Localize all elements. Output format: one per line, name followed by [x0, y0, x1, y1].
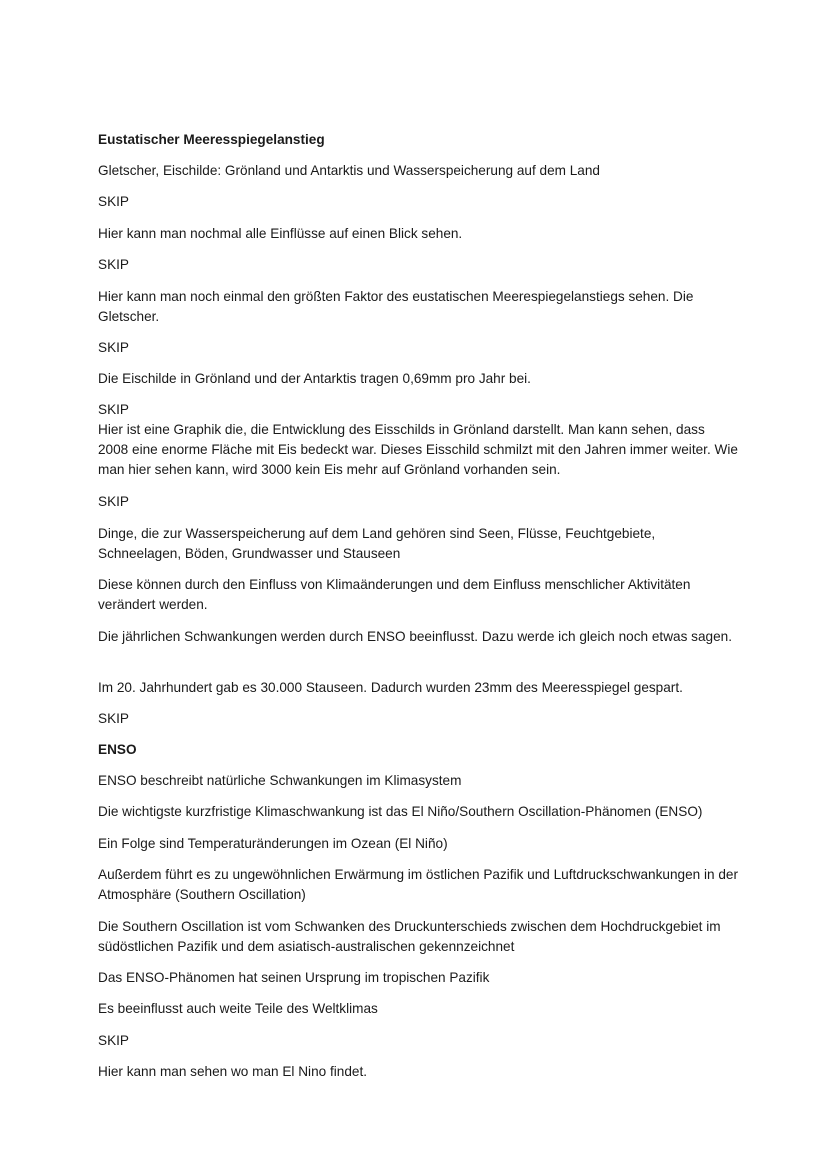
paragraph-eischilde: Die Eischilde in Grönland und der Antarktis tragen 0,69mm pro Jahr bei. [98, 371, 531, 386]
paragraph-wasserspeicherung: Dinge, die zur Wasserspeicherung auf dem Land gehören sind Seen, Flüsse, Feuchtgebiete, Schneelagen, Böden, Grundwasser und Stauseen [98, 526, 656, 561]
heading-enso: ENSO [98, 742, 137, 757]
paragraph-groesster-faktor: Hier kann man noch einmal den größten Faktor des eustatischen Meerespiegelanstiegs sehen. Die Gletscher. [98, 289, 694, 324]
skip-marker: SKIP [98, 257, 129, 272]
skip-marker: SKIP [98, 340, 129, 355]
paragraph-enso-schwankungen: Die jährlichen Schwankungen werden durch ENSO beeinflusst. Dazu werde ich gleich noch etwas sagen. [98, 629, 732, 644]
skip-marker: SKIP [98, 1033, 129, 1048]
paragraph-stauseen: Im 20. Jahrhundert gab es 30.000 Stauseen. Dadurch wurden 23mm des Meeresspiegel gespart. [98, 680, 683, 695]
paragraph-el-nino-phaenomen: Die wichtigste kurzfristige Klimaschwankung ist das El Niño/Southern Oscillation-Phänomen (ENSO) [98, 804, 703, 819]
skip-marker: SKIP [98, 402, 129, 417]
paragraph-enso-beschreibt: ENSO beschreibt natürliche Schwankungen im Klimasystem [98, 773, 462, 788]
paragraph-el-nino-finden: Hier kann man sehen wo man El Nino findet. [98, 1064, 367, 1079]
paragraph-klimaaenderungen: Diese können durch den Einfluss von Klimaänderungen und dem Einfluss menschlicher Aktivitäten verändert werden. [98, 577, 691, 612]
paragraph-gletscher: Gletscher, Eischilde: Grönland und Antarktis und Wasserspeicherung auf dem Land [98, 163, 600, 178]
paragraph-ursprung: Das ENSO-Phänomen hat seinen Ursprung im tropischen Pazifik [98, 970, 490, 985]
paragraph-weltklima: Es beeinflusst auch weite Teile des Weltklimas [98, 1001, 378, 1016]
skip-marker: SKIP [98, 494, 129, 509]
document-page [98, 0, 738, 1171]
paragraph-temperaturaenderungen: Ein Folge sind Temperaturänderungen im Ozean (El Niño) [98, 836, 448, 851]
skip-marker: SKIP [98, 194, 129, 209]
paragraph-graphik-groenland: Hier ist eine Graphik die, die Entwicklung des Eisschilds in Grönland darstellt. Man kann sehen, dass 2008 eine enorme Fläche mit Eis bedeckt war. Dieses Eisschild schmilzt mit den Jahren immer weiter. Wie man hier sehen kann, wird 3000 kein Eis mehr auf Grönland vorhanden sein. [98, 422, 738, 477]
paragraph-einfluesse: Hier kann man nochmal alle Einflüsse auf einen Blick sehen. [98, 226, 463, 241]
paragraph-southern-oscillation: Die Southern Oscillation ist vom Schwanken des Druckunterschieds zwischen dem Hochdruckgebiet im südöstlichen Pazifik und dem asiatisch-australischen gekennzeichnet [98, 919, 721, 954]
skip-marker: SKIP [98, 711, 129, 726]
heading-eustatischer-meeresspiegelanstieg: Eustatischer Meeresspiegelanstieg [98, 132, 325, 147]
paragraph-erwaermung-pazifik: Außerdem führt es zu ungewöhnlichen Erwärmung im östlichen Pazifik und Luftdruckschwankungen in der Atmosphäre (Southern Oscillation) [98, 867, 739, 902]
